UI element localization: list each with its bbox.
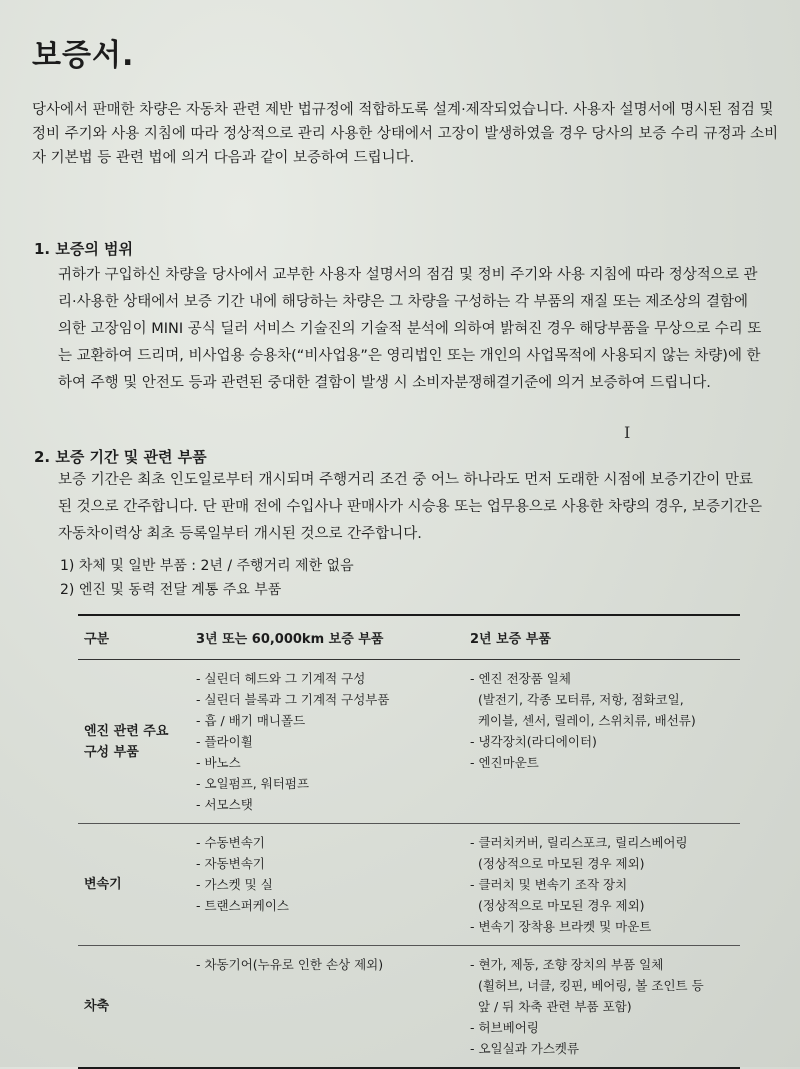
list-item: - 흡 / 배기 매니폴드	[196, 713, 306, 728]
table-header-row	[78, 615, 740, 660]
list-item: - 자동변속기	[196, 856, 265, 871]
list-item: - 오일실과 가스켓류	[470, 1041, 580, 1056]
list-item: - 엔진 전장품 일체	[470, 671, 571, 686]
list-item: - 현가, 제동, 조향 장치의 부품 일체	[470, 957, 664, 972]
intro-paragraph: 당사에서 판매한 차량은 자동차 관련 제반 법규정에 적합하도록 설계·제작되었습니다. 사용자 설명서에 명시된 점검 및 정비 주기와 사용 지침에 따라 정상적으로 관리 사용한 상태에서 고장이 발생하였을 경우 당사의 보증 수리 규정과 소비자 기본법 등 관련 법에 의거 다음과 같이 보증하여 드립니다.	[32, 102, 779, 166]
row-category: 차축	[78, 946, 190, 1069]
table-row	[78, 946, 740, 1069]
row-3year-parts	[190, 660, 464, 824]
list-item: - 엔진마운트	[470, 755, 539, 770]
list-item: - 가스켓 및 실	[196, 877, 273, 892]
section-1-body: 귀하가 구입하신 차량을 당사에서 교부한 사용자 설명서의 점검 및 정비 주기와 사용 지침에 따라 정상적으로 관리·사용한 상태에서 보증 기간 내에 해당하는 차량은 그 차량을 구성하는 각 부품의 재질 또는 제조상의 결함에 의한 고장임이 MINI 공식 딜러 서비스 기술진의 기술적 분석에 의하여 밝혀진 경우 해당부품을 무상으로 수리 또는 교환하여 드리며, 비사업용 승용차(“비사업용”은 영리법인 또는 개인의 사업목적에 사용되지 않는 차량)에 한하여 주행 및 안전도 등과 관련된 중대한 결함이 발생 시 소비자분쟁해결기준에 의거 보증하여 드립니다.	[58, 267, 762, 391]
list-item: (정상적으로 마모된 경우 제외)	[470, 856, 645, 871]
row-3year-parts	[190, 946, 464, 1069]
list-item: - 냉각장치(라디에이터)	[470, 734, 597, 749]
row-2year-parts	[464, 824, 740, 946]
table-row	[78, 660, 740, 824]
list-item: 앞 / 뒤 차축 관련 부품 포함)	[470, 999, 632, 1014]
list-item: - 클러치커버, 릴리스포크, 릴리스베어링	[470, 835, 688, 850]
list-item: - 수동변속기	[196, 835, 265, 850]
list-item: 2) 엔진 및 동력 전달 계통 주요 부품	[60, 582, 282, 598]
header-2year: 2년 보증 부품	[464, 615, 740, 660]
list-item: - 허브베어링	[470, 1020, 539, 1035]
table-row	[78, 824, 740, 946]
list-item: - 트랜스퍼케이스	[196, 898, 290, 913]
list-item: - 오일펌프, 워터펌프	[196, 776, 310, 791]
row-category: 엔진 관련 주요 구성 부품	[78, 660, 190, 824]
header-3year: 3년 또는 60,000km 보증 부품	[190, 615, 464, 660]
list-item: (휠허브, 너클, 킹핀, 베어링, 볼 조인트 등	[470, 978, 704, 993]
list-item: - 실린더 블록과 그 기계적 구성부품	[196, 692, 390, 707]
list-item: 1) 차체 및 일반 부품 : 2년 / 주행거리 제한 없음	[60, 558, 354, 574]
document-title: 보증서.	[32, 38, 135, 73]
list-item: 케이블, 센서, 릴레이, 스위치류, 배선류)	[470, 713, 696, 728]
list-item: (정상적으로 마모된 경우 제외)	[470, 898, 645, 913]
section-2-body: 보증 기간은 최초 인도일로부터 개시되며 주행거리 조건 중 어느 하나라도 먼저 도래한 시점에 보증기간이 만료된 것으로 간주합니다. 단 판매 전에 수입사나 판매사가 시승용 또는 업무용으로 사용한 차량의 경우, 보증기간은 자동차이력상 최초 등록일부터 개시된 것으로 간주합니다.	[58, 472, 763, 542]
list-item: - 서모스탯	[196, 797, 253, 812]
list-item: - 실린더 헤드와 그 기계적 구성	[196, 671, 366, 686]
section-2-heading: 2. 보증 기간 및 관련 부품	[34, 448, 207, 466]
warranty-parts-table	[78, 614, 740, 1069]
text-cursor-icon: I	[624, 423, 631, 442]
row-2year-parts	[464, 946, 740, 1069]
row-2year-parts	[464, 660, 740, 824]
list-item: - 변속기 장착용 브라켓 및 마운트	[470, 919, 652, 934]
list-item: - 바노스	[196, 755, 241, 770]
row-3year-parts	[190, 824, 464, 946]
header-category: 구분	[78, 615, 190, 660]
section-1-heading: 1. 보증의 범위	[34, 240, 134, 258]
list-item: - 플라이휠	[196, 734, 253, 749]
list-item: - 차동기어(누유로 인한 손상 제외)	[196, 957, 384, 972]
warranty-items-list	[60, 554, 354, 602]
list-item: - 클러치 및 변속기 조작 장치	[470, 877, 628, 892]
list-item: (발전기, 각종 모터류, 저항, 점화코일,	[470, 692, 684, 707]
row-category: 변속기	[78, 824, 190, 946]
